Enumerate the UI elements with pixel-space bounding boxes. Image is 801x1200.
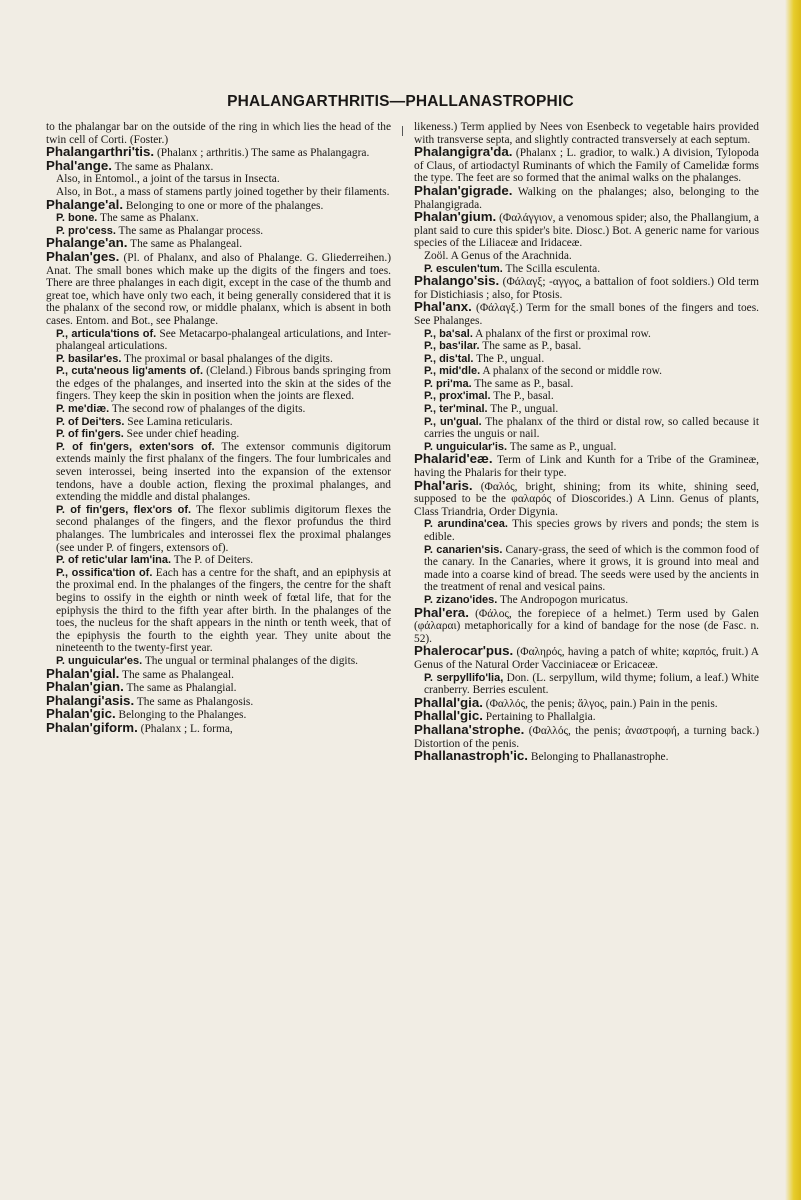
entry-headword: Phalange'al.: [46, 196, 124, 212]
entry-headword: Phal'ange.: [46, 157, 112, 173]
page-header: PHALANGARTHRITIS—PHALLANASTROPHIC: [227, 93, 574, 110]
entry-definition: Canary-grass, the seed of which is the common food of the canary. In the Canaries, where it grows, it is ground into meal and made into a coarse kind of bread. The seeds were used by the ancients in the treatment of renal and vesical pains.: [424, 543, 759, 594]
dictionary-entry: [414, 645, 759, 671]
subentry-headword: P. of retic'ular lam'ina.: [56, 554, 172, 567]
entry-headword: Phalango'sis.: [414, 273, 500, 289]
dictionary-entry: [46, 567, 391, 655]
entry-headword: Phalan'gian.: [46, 679, 124, 695]
subentry-headword: P., ter'minal.: [424, 403, 488, 416]
dictionary-entry: [414, 301, 759, 327]
entry-headword: Phalan'gium.: [414, 209, 497, 225]
subentry-headword: P. basilar'es.: [56, 352, 122, 365]
subentry-headword: P. of fin'gers, exten'sors of.: [56, 440, 215, 453]
dictionary-entry: [46, 403, 391, 416]
dictionary-entry: [414, 365, 759, 378]
entry-definition: The same as Phalanx.: [111, 160, 214, 173]
entry-definition: The second row of phalanges of the digits.: [109, 403, 306, 416]
entry-headword: Phalan'ges.: [46, 248, 120, 264]
entry-definition: (Φαλάγγιον, a venomous spider; also, the Phallangium, a plant said to cure this spider's bite. Diosc.) Bot. A generic name for various species of the Liliaceæ and Iridaceæ.: [414, 212, 759, 250]
entry-headword: Phal'era.: [414, 604, 469, 620]
entry-definition: The P., ungual.: [487, 403, 559, 416]
dictionary-entry: [46, 248, 391, 328]
dictionary-entry: [414, 403, 759, 416]
entry-headword: Phal'aris.: [414, 477, 473, 493]
entry-definition: The same as Phalangeal.: [127, 238, 243, 251]
dictionary-entry: [414, 604, 759, 646]
entry-definition: The ungual or terminal phalanges of the digits.: [142, 654, 359, 667]
entry-definition: Walking on the phalanges; also, belonging to the Phalangigrada.: [414, 185, 759, 211]
entry-definition: This species grows by rivers and ponds; the stem is edible.: [424, 518, 759, 543]
subentry-headword: P. unguicular'is.: [424, 440, 508, 453]
entry-definition: See Metacarpo-phalangeal articulations, and Inter-phalangeal articulations.: [56, 327, 391, 353]
page-edge-tab: [785, 0, 801, 1200]
entry-definition: The same as P., basal.: [479, 340, 582, 353]
dictionary-entry: [414, 672, 759, 697]
entry-definition: Don. (L. serpyllum, wild thyme; folium, a leaf.) White cranberry. Berries esculent.: [424, 671, 759, 697]
dictionary-entry: [414, 453, 759, 479]
entry-definition: A phalanx of the second or middle row.: [480, 365, 663, 378]
subentry-headword: P. of fin'gers, flex'ors of.: [56, 503, 192, 516]
entry-definition: The proximal or basal phalanges of the digits.: [121, 352, 333, 365]
subentry-headword: P. canarien'sis.: [424, 543, 503, 556]
dictionary-entry: [46, 554, 391, 567]
column-divider-mark: [402, 126, 403, 136]
dictionary-entry: [46, 212, 391, 225]
entry-definition: Pertaining to Phallalgia.: [482, 711, 596, 724]
entry-definition: (Φάλος, the forepiece of a helmet.) Term used by Galen (φάλαραι) metaphorically for a kind of bandage for the nose (de Fasc. n. 52).: [414, 607, 759, 645]
dictionary-entry: [414, 721, 759, 750]
entry-definition: Belonging to Phallanastrophe.: [528, 751, 669, 764]
dictionary-entry: [414, 477, 759, 519]
entry-headword: Phalan'gic.: [46, 706, 116, 722]
subentry-headword: P., ba'sal.: [424, 327, 473, 340]
entry-headword: Phallanastroph'ic.: [414, 748, 528, 764]
subentry-headword: P. of Dei'ters.: [56, 415, 125, 428]
subentry-headword: P. serpyllifo'lia,: [424, 671, 504, 684]
entry-definition: The P. of Deiters.: [171, 554, 254, 567]
subentry-headword: P. zizano'ides.: [424, 593, 498, 606]
subentry-headword: P., cuta'neous lig'aments of.: [56, 365, 204, 378]
entry-definition: Also, in Bot., a mass of stamens partly joined together by their filaments.: [56, 185, 390, 198]
dictionary-entry: [414, 544, 759, 594]
entry-headword: Phal'anx.: [414, 299, 472, 315]
entry-definition: likeness.) Term applied by Nees von Esenbeck to vegetable hairs provided with transverse septa, and slightly contracted transversely at each septum.: [414, 121, 759, 146]
dictionary-entry: [46, 173, 391, 186]
entry-headword: Phalange'an.: [46, 235, 128, 251]
entry-headword: Phallal'gic.: [414, 708, 483, 724]
entry-definition: (Phalanx ; L. forma,: [137, 722, 233, 735]
entry-definition: Belonging to the Phalanges.: [115, 709, 247, 722]
subentry-headword: P. unguicular'es.: [56, 654, 143, 667]
entry-definition: The same as Phalangar process.: [115, 224, 264, 237]
entry-definition: (Phalanx ; arthritis.) The same as Phalangagra.: [154, 147, 370, 160]
dictionary-entry: [46, 157, 391, 174]
subentry-headword: P. arundina'cea.: [424, 518, 508, 531]
subentry-headword: P., mid'dle.: [424, 365, 481, 378]
dictionary-entry: [414, 275, 759, 301]
dictionary-entry: [46, 328, 391, 353]
dictionary-entry: [46, 416, 391, 429]
subentry-headword: P., bas'ilar.: [424, 340, 480, 353]
subentry-headword: P. me'diæ.: [56, 403, 110, 416]
entry-headword: Phalerocar'pus.: [414, 643, 514, 659]
entry-definition: The Andropogon muricatus.: [497, 593, 629, 606]
subentry-headword: P., articula'tions of.: [56, 327, 157, 340]
right-column: [414, 121, 759, 764]
dictionary-entry: [46, 504, 391, 554]
subentry-headword: P., prox'imal.: [424, 390, 491, 403]
dictionary-entry: [46, 719, 391, 736]
entry-definition: (Φαλλός, the penis; ἀναστροφή, a turning back.) Distortion of the penis.: [414, 724, 759, 750]
dictionary-entry: [414, 211, 759, 250]
entry-definition: Term of Link and Kunth for a Tribe of the Gramineæ, having the Phalaris for their type.: [414, 454, 759, 480]
entry-definition: See under chief heading.: [123, 428, 240, 441]
dictionary-entry: [414, 750, 759, 764]
entry-definition: Also, in Entomol., a joint of the tarsus in Insecta.: [56, 173, 280, 186]
dictionary-entry: [46, 441, 391, 504]
subentry-headword: P., un'gual.: [424, 415, 482, 428]
dictionary-entry: [46, 196, 391, 213]
subentry-headword: P., ossifica'tion of.: [56, 566, 153, 579]
left-column: [46, 121, 391, 736]
subentry-headword: P., dis'tal.: [424, 352, 474, 365]
entry-definition: The extensor communis digitorum extends mainly the first phalanx of the fingers. The four lumbricales and seven interossei, being inserted into the expansion of the extensor tendons, have a double action, flexing the proximal phalanges, and extending the middle and distal phalanges.: [56, 440, 392, 504]
dictionary-entry: [414, 378, 759, 391]
dictionary-entry: [414, 340, 759, 353]
dictionary-entry: [46, 365, 391, 403]
entry-definition: The P., basal.: [490, 390, 554, 403]
entry-definition: The same as P., basal.: [471, 377, 574, 390]
dictionary-entry: [46, 121, 391, 146]
entry-definition: (Φάλαγξ.) Term for the small bones of the fingers and toes. See Phalanges.: [414, 302, 759, 327]
dictionary-entry: [414, 328, 759, 341]
subentry-headword: P. esculen'tum.: [424, 262, 503, 275]
dictionary-entry: [46, 353, 391, 366]
dictionary-entry: [414, 250, 759, 263]
entry-definition: See Lamina reticularis.: [124, 415, 233, 428]
dictionary-entry: [414, 182, 759, 211]
entry-headword: Phalangarthri'tis.: [46, 144, 155, 160]
entry-definition: The flexor sublimis digitorum flexes the second phalanges of the fingers, and the flexor profundus the third phalanges. The lumbricales and interossei flex the proximal phalanges (see under P. of fingers, extensors of).: [56, 503, 391, 554]
entry-definition: The same as Phalangosis.: [134, 695, 254, 708]
dictionary-entry: [414, 518, 759, 543]
entry-definition: (Phalanx ; L. gradior, to walk.) A division, Tylopoda of Claus, of artiodactyl Ruminants of which the Family of Camelidæ forms the type. The feet are so formed that the animal walks on the phalanges.: [414, 147, 759, 185]
entry-definition: (Φάλαγξ; -αγγος, a battalion of foot soldiers.) Old term for Distichiasis ; also, for Ptosis.: [414, 276, 759, 301]
dictionary-entry: [414, 146, 759, 185]
entry-definition: to the phalangar bar on the outside of the ring in which lies the head of the twin cell of Corti. (Foster.): [46, 121, 391, 146]
entry-definition: (Cleland.) Fibrous bands springing from the edges of the phalanges, and inserted into the skin at the sides of the fingers. They keep the skin in position when the joints are flexed.: [56, 365, 391, 403]
entry-definition: Each has a centre for the shaft, and an epiphysis at the proximal end. In the phalanges of the fingers, the centre for the shaft begins to ossify in the eighth or ninth week of fœtal life, that for the epiphysis the third to the fifth year after birth. In the phalanges of the toes, the nucleus for the shaft appears in the ninth or tenth week, that of the epiphysis the fourth to the eighth year. They unite about the nineteenth to the twenty-first year.: [56, 566, 391, 655]
entry-definition: Belonging to one or more of the phalanges.: [123, 199, 324, 212]
entry-headword: Phallana'strophe.: [414, 721, 525, 737]
entry-definition: The same as Phalangial.: [123, 682, 237, 695]
subentry-headword: P. pro'cess.: [56, 224, 116, 237]
entry-definition: The same as Phalanx.: [97, 212, 199, 225]
dictionary-entry: [414, 416, 759, 441]
dictionary-entry: [46, 428, 391, 441]
entry-definition: (Φαλλός, the penis; ἄλγος, pain.) Pain in the penis.: [482, 697, 718, 710]
subentry-headword: P. of fin'gers.: [56, 428, 124, 441]
entry-headword: Phalangigra'da.: [414, 144, 513, 160]
entry-headword: Phalarid'eæ.: [414, 451, 493, 467]
entry-headword: Phalan'giform.: [46, 719, 138, 735]
entry-headword: Phallal'gia.: [414, 694, 483, 710]
entry-definition: (Φαληρός, having a patch of white; καρπός, fruit.) A Genus of the Natural Order Vacciniaceæ or Ericaceæ.: [414, 646, 759, 671]
dictionary-entry: [414, 121, 759, 146]
entry-headword: Phalangi'asis.: [46, 692, 135, 708]
entry-definition: The phalanx of the third or distal row, so called because it carries the unguis or nail.: [424, 415, 760, 441]
entry-definition: (Φαλός, bright, shining; from its white, shining seed, supposed to be the φαλαρός of Dioscorides.) A Linn. Genus of plants, Class Triandria, Order Digynia.: [414, 480, 759, 518]
entry-definition: The same as P., ungual.: [507, 440, 617, 453]
subentry-headword: P. bone.: [56, 212, 98, 225]
entry-headword: Phalan'gigrade.: [414, 182, 513, 198]
dictionary-entry: [414, 390, 759, 403]
subentry-headword: P. pri'ma.: [424, 377, 472, 390]
entry-definition: Zoöl. A Genus of the Arachnida.: [424, 249, 572, 262]
entry-definition: The same as Phalangeal.: [119, 668, 234, 681]
entry-definition: (Pl. of Phalanx, and also of Phalange. G. Gliederreihen.) Anat. The small bones which make up the digits of the fingers and toes. There are three phalanges in each digit, except in the case of the thumb and great toe, which have only two each, it being generally considered that it is the phalanx of the second row, or middle phalanx, which is absent in both cases. Entom. and Bot., see Phalange.: [46, 251, 391, 327]
entry-headword: Phalan'gial.: [46, 665, 120, 681]
entry-definition: A phalanx of the first or proximal row.: [472, 327, 651, 340]
entry-definition: The P., ungual.: [473, 352, 545, 365]
entry-definition: The Scilla esculenta.: [502, 262, 601, 275]
dictionary-entry: [414, 353, 759, 366]
